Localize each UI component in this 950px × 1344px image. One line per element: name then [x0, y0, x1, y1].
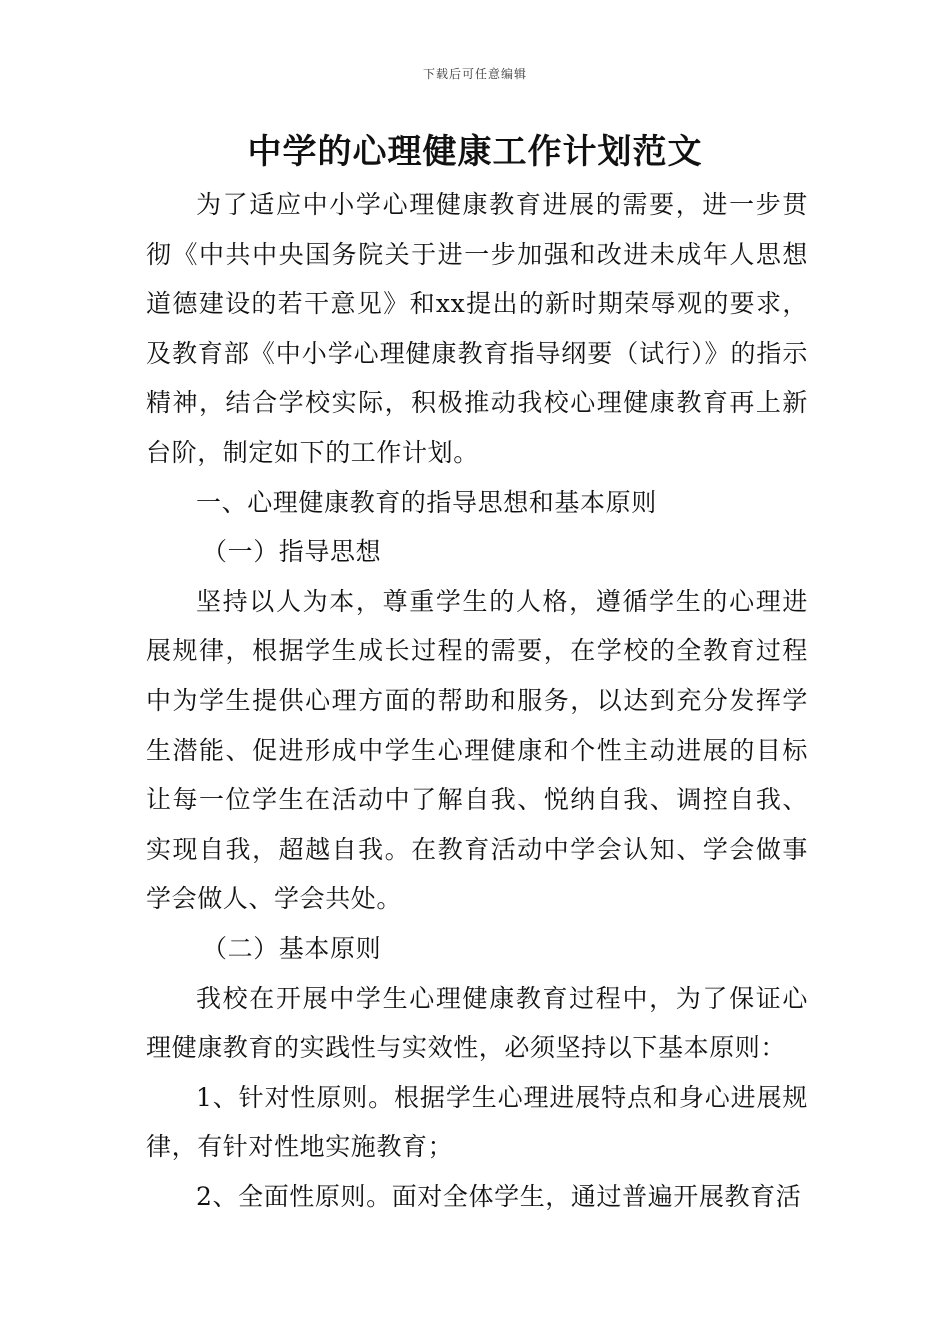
subsection-heading-guiding-thought: （一）指导思想	[202, 537, 382, 567]
subsection-heading-basic-principles: （二）基本原则	[202, 933, 382, 963]
header-note: 下载后可任意编辑	[422, 67, 527, 81]
principle-item-2: 2、全面性原则。面对全体学生，通过普遍开展教育活	[196, 1181, 802, 1211]
guiding-thought-paragraph: 坚持以人为本，尊重学生的人格，遵循学生的心理进展规律，根据学生成长过程的需要，在学校的全教育过程中为学生提供心理方面的帮助和服务，以达到充分发挥学生潜能、促进形成中学生心理健康和个性主动进展的目标让每一位学生在活动中了解自我、悦纳自我、调控自我、实现自我，超越自我。在教育活动中学会认知、学会做事学会做人、学会共处。	[146, 586, 808, 914]
principles-intro-paragraph: 我校在开展中学生心理健康教育过程中，为了保证心理健康教育的实践性与实效性，必须坚持以下基本原则：	[146, 983, 808, 1063]
document-body	[146, 180, 808, 1221]
document-title: 中学的心理健康工作计划范文	[247, 132, 703, 172]
principle-item-1: 1、针对性原则。根据学生心理进展特点和身心进展规律，有针对性地实施教育；	[146, 1082, 808, 1162]
intro-paragraph: 为了适应中小学心理健康教育进展的需要，进一步贯彻《中共中央国务院关于进一步加强和改进未成年人思想道德建设的若干意见》和xx提出的新时期荣辱观的要求，及教育部《中小学心理健康教育指导纲要（试行）》的指示精神，结合学校实际，积极推动我校心理健康教育再上新台阶，制定如下的工作计划。	[146, 190, 808, 467]
section-heading-1: 一、心理健康教育的指导思想和基本原则	[196, 487, 657, 517]
